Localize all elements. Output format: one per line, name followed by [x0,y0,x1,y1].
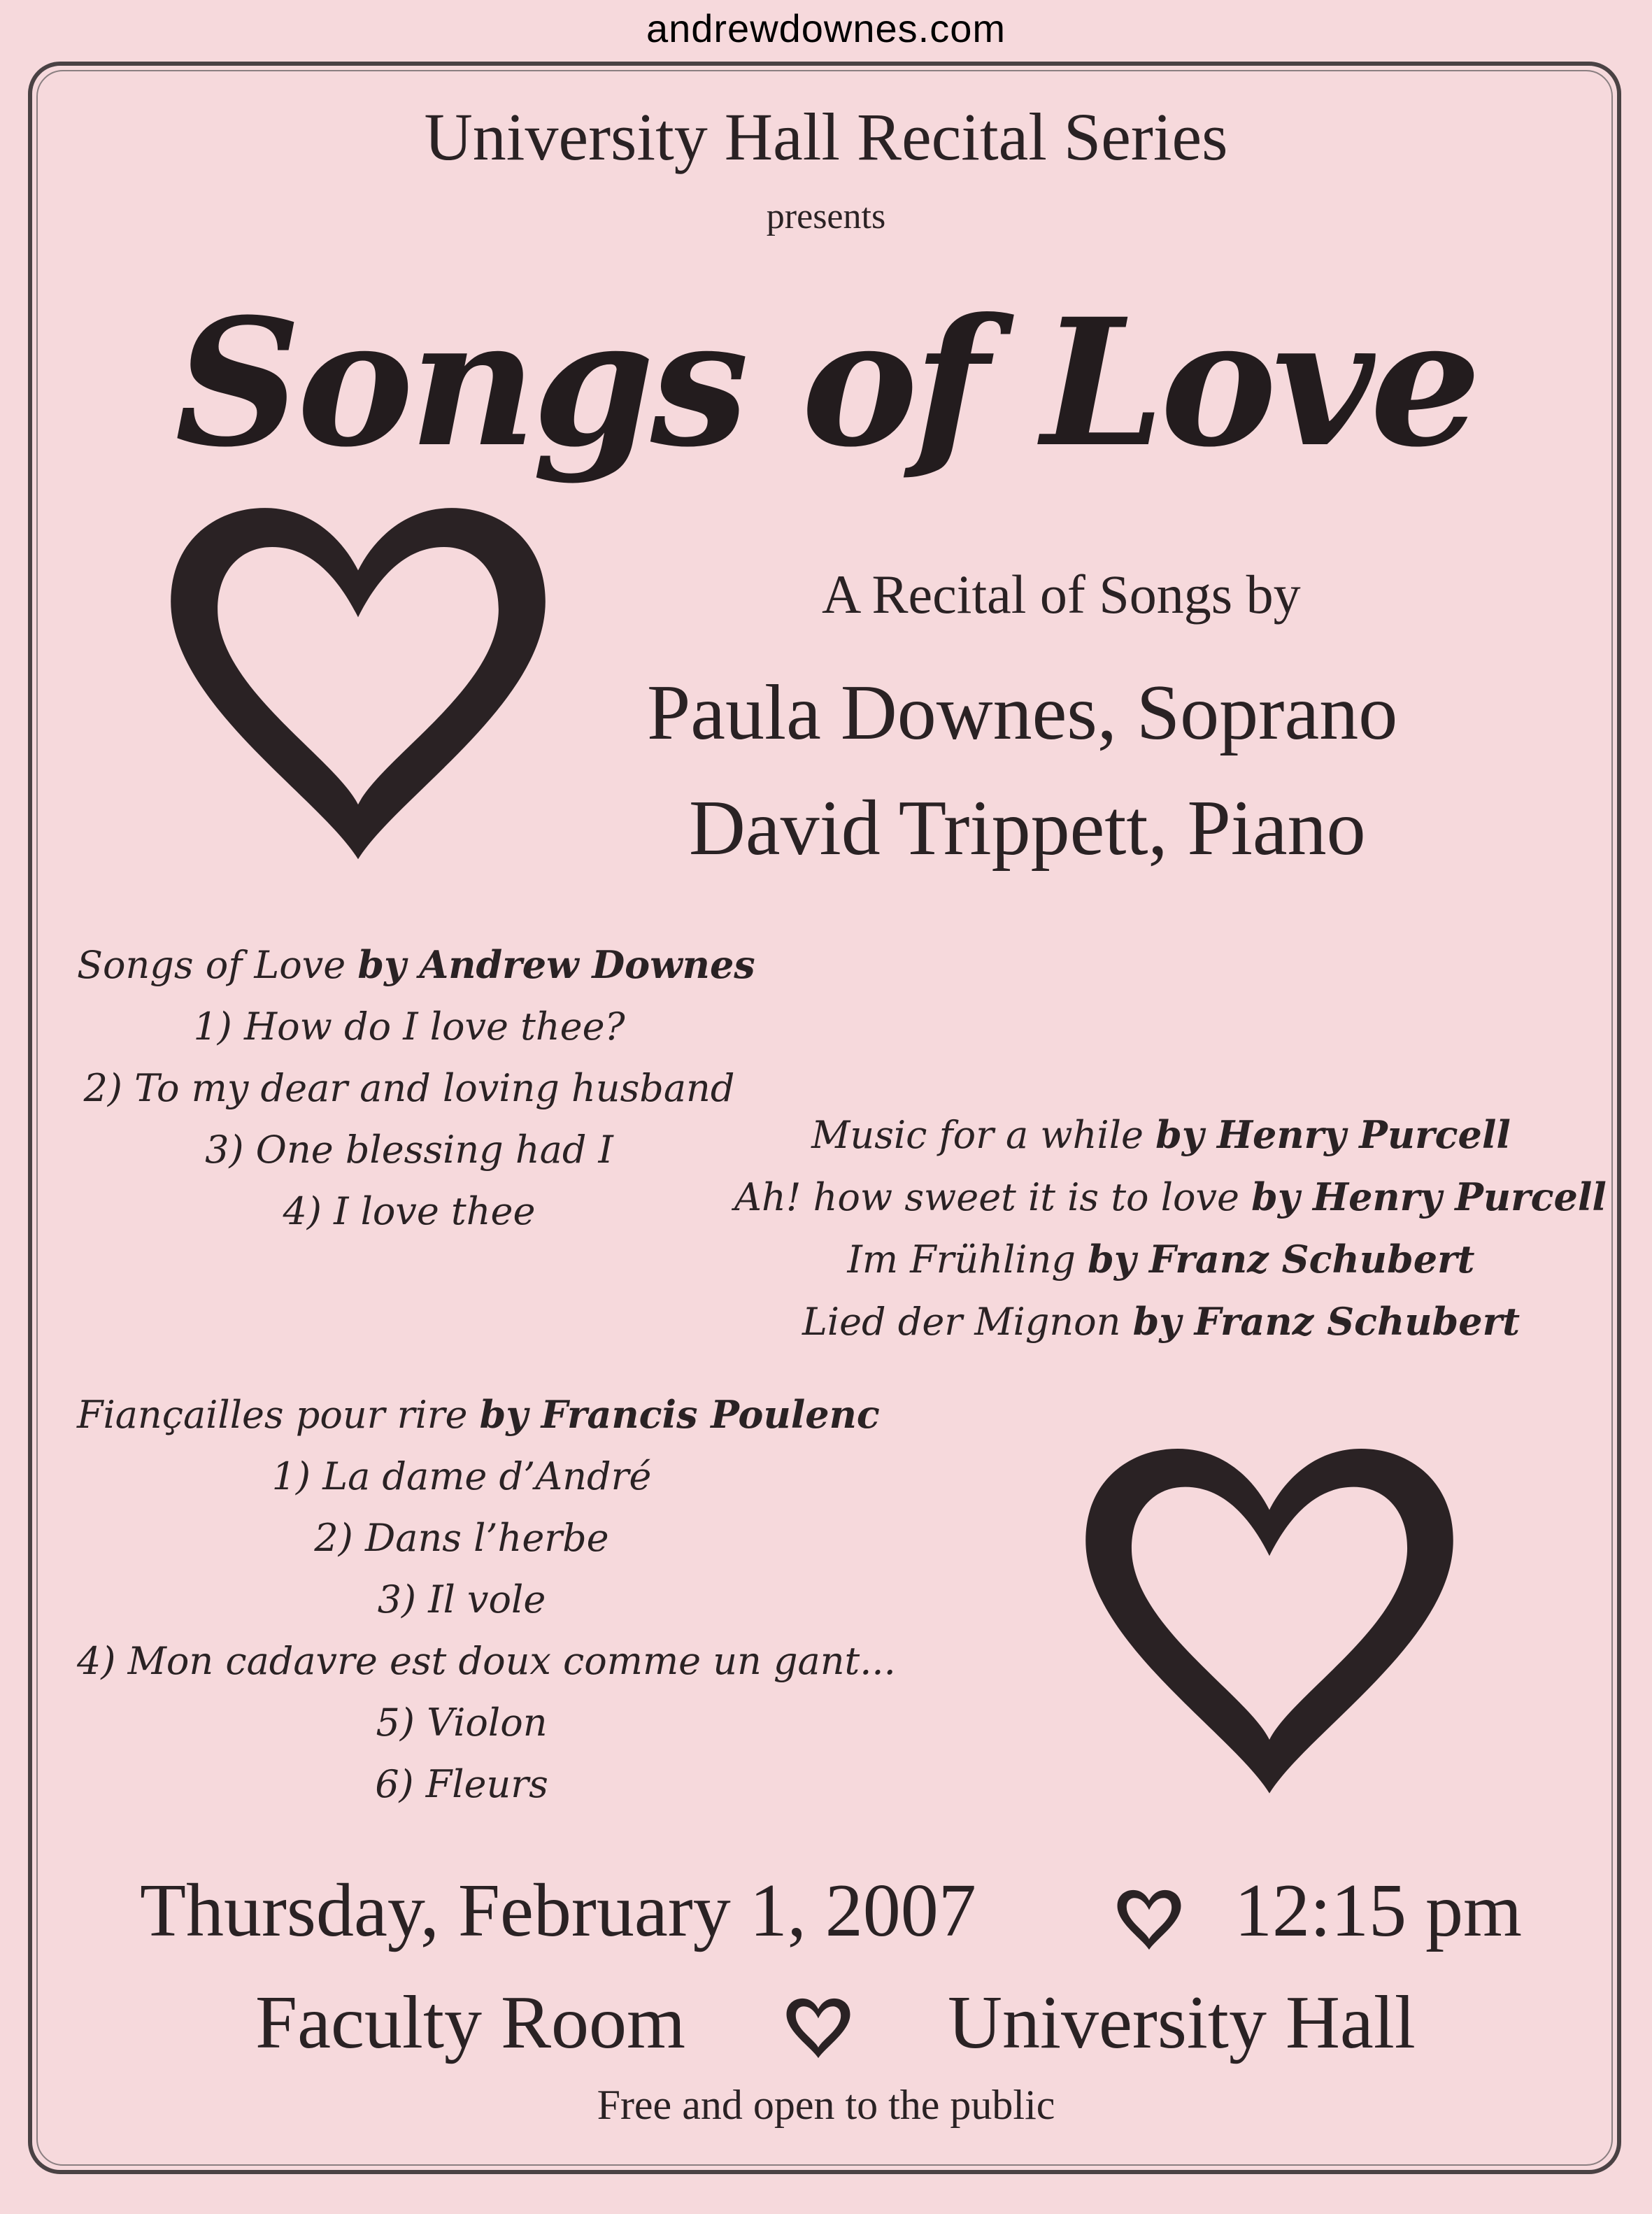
series-title: University Hall Recital Series [424,99,1228,174]
singer-name: Paula Downes, Soprano [647,669,1398,756]
event-venue: University Hall [948,1981,1416,2064]
song-item: 1) How do I love thee? [193,1005,625,1049]
song-item: 1) La dame d’André [271,1454,652,1498]
song-item: 6) Fleurs [375,1762,548,1806]
recital-subtitle: A Recital of Songs by [822,564,1301,625]
admission-note: Free and open to the public [597,2082,1055,2128]
composer-name: by Franz Schubert [1088,1237,1475,1282]
program-item [77,1384,880,1446]
heart-icon [1074,1441,1465,1805]
pianist-name: David Trippett, Piano [689,785,1366,872]
presents-text: presents [766,197,886,236]
song-item: 5) Violon [376,1701,548,1745]
program-item [734,1104,1588,1166]
work-title: Songs of Love [77,943,346,987]
composer-name: by Franz Schubert [1132,1299,1521,1344]
heart-icon [162,500,554,871]
song-item: 2) Dans l’herbe [314,1516,609,1560]
composer-name: by Andrew Downes [357,942,755,987]
heart-icon [1116,1889,1183,1952]
event-date: Thursday, February 1, 2007 [140,1869,976,1952]
work-title: Music for a while [811,1113,1144,1157]
program-middle-set [734,1104,1607,1353]
work-title: Im Frühling [847,1237,1076,1282]
event-room: Faculty Room [255,1981,685,2064]
composer-name: by Henry Purcell [1251,1175,1607,1219]
composer-name: by Francis Poulenc [479,1392,880,1437]
song-item: 2) To my dear and loving husband [83,1066,735,1110]
program-item [734,1166,1607,1228]
program-item [734,1228,1588,1291]
song-item: 4) I love thee [283,1189,536,1233]
song-item: 3) One blessing had I [205,1128,613,1172]
program-cycle-1 [77,934,755,1242]
song-item: 4) Mon cadavre est doux comme un gant... [77,1639,896,1683]
recital-title: Songs of Love [175,280,1477,485]
program-item [77,934,755,996]
composer-name: by Henry Purcell [1155,1112,1511,1157]
heart-icon [785,1997,852,2060]
song-item: 3) Il vole [377,1577,546,1622]
work-title: Ah! how sweet it is to love [734,1175,1239,1219]
program-item [734,1291,1588,1353]
work-title: Lied der Mignon [802,1300,1121,1344]
program-cycle-2 [77,1384,896,1815]
website-watermark: andrewdownes.com [646,6,1006,50]
work-title: Fiançailles pour rire [77,1393,468,1437]
event-time: 12:15 pm [1234,1869,1523,1952]
